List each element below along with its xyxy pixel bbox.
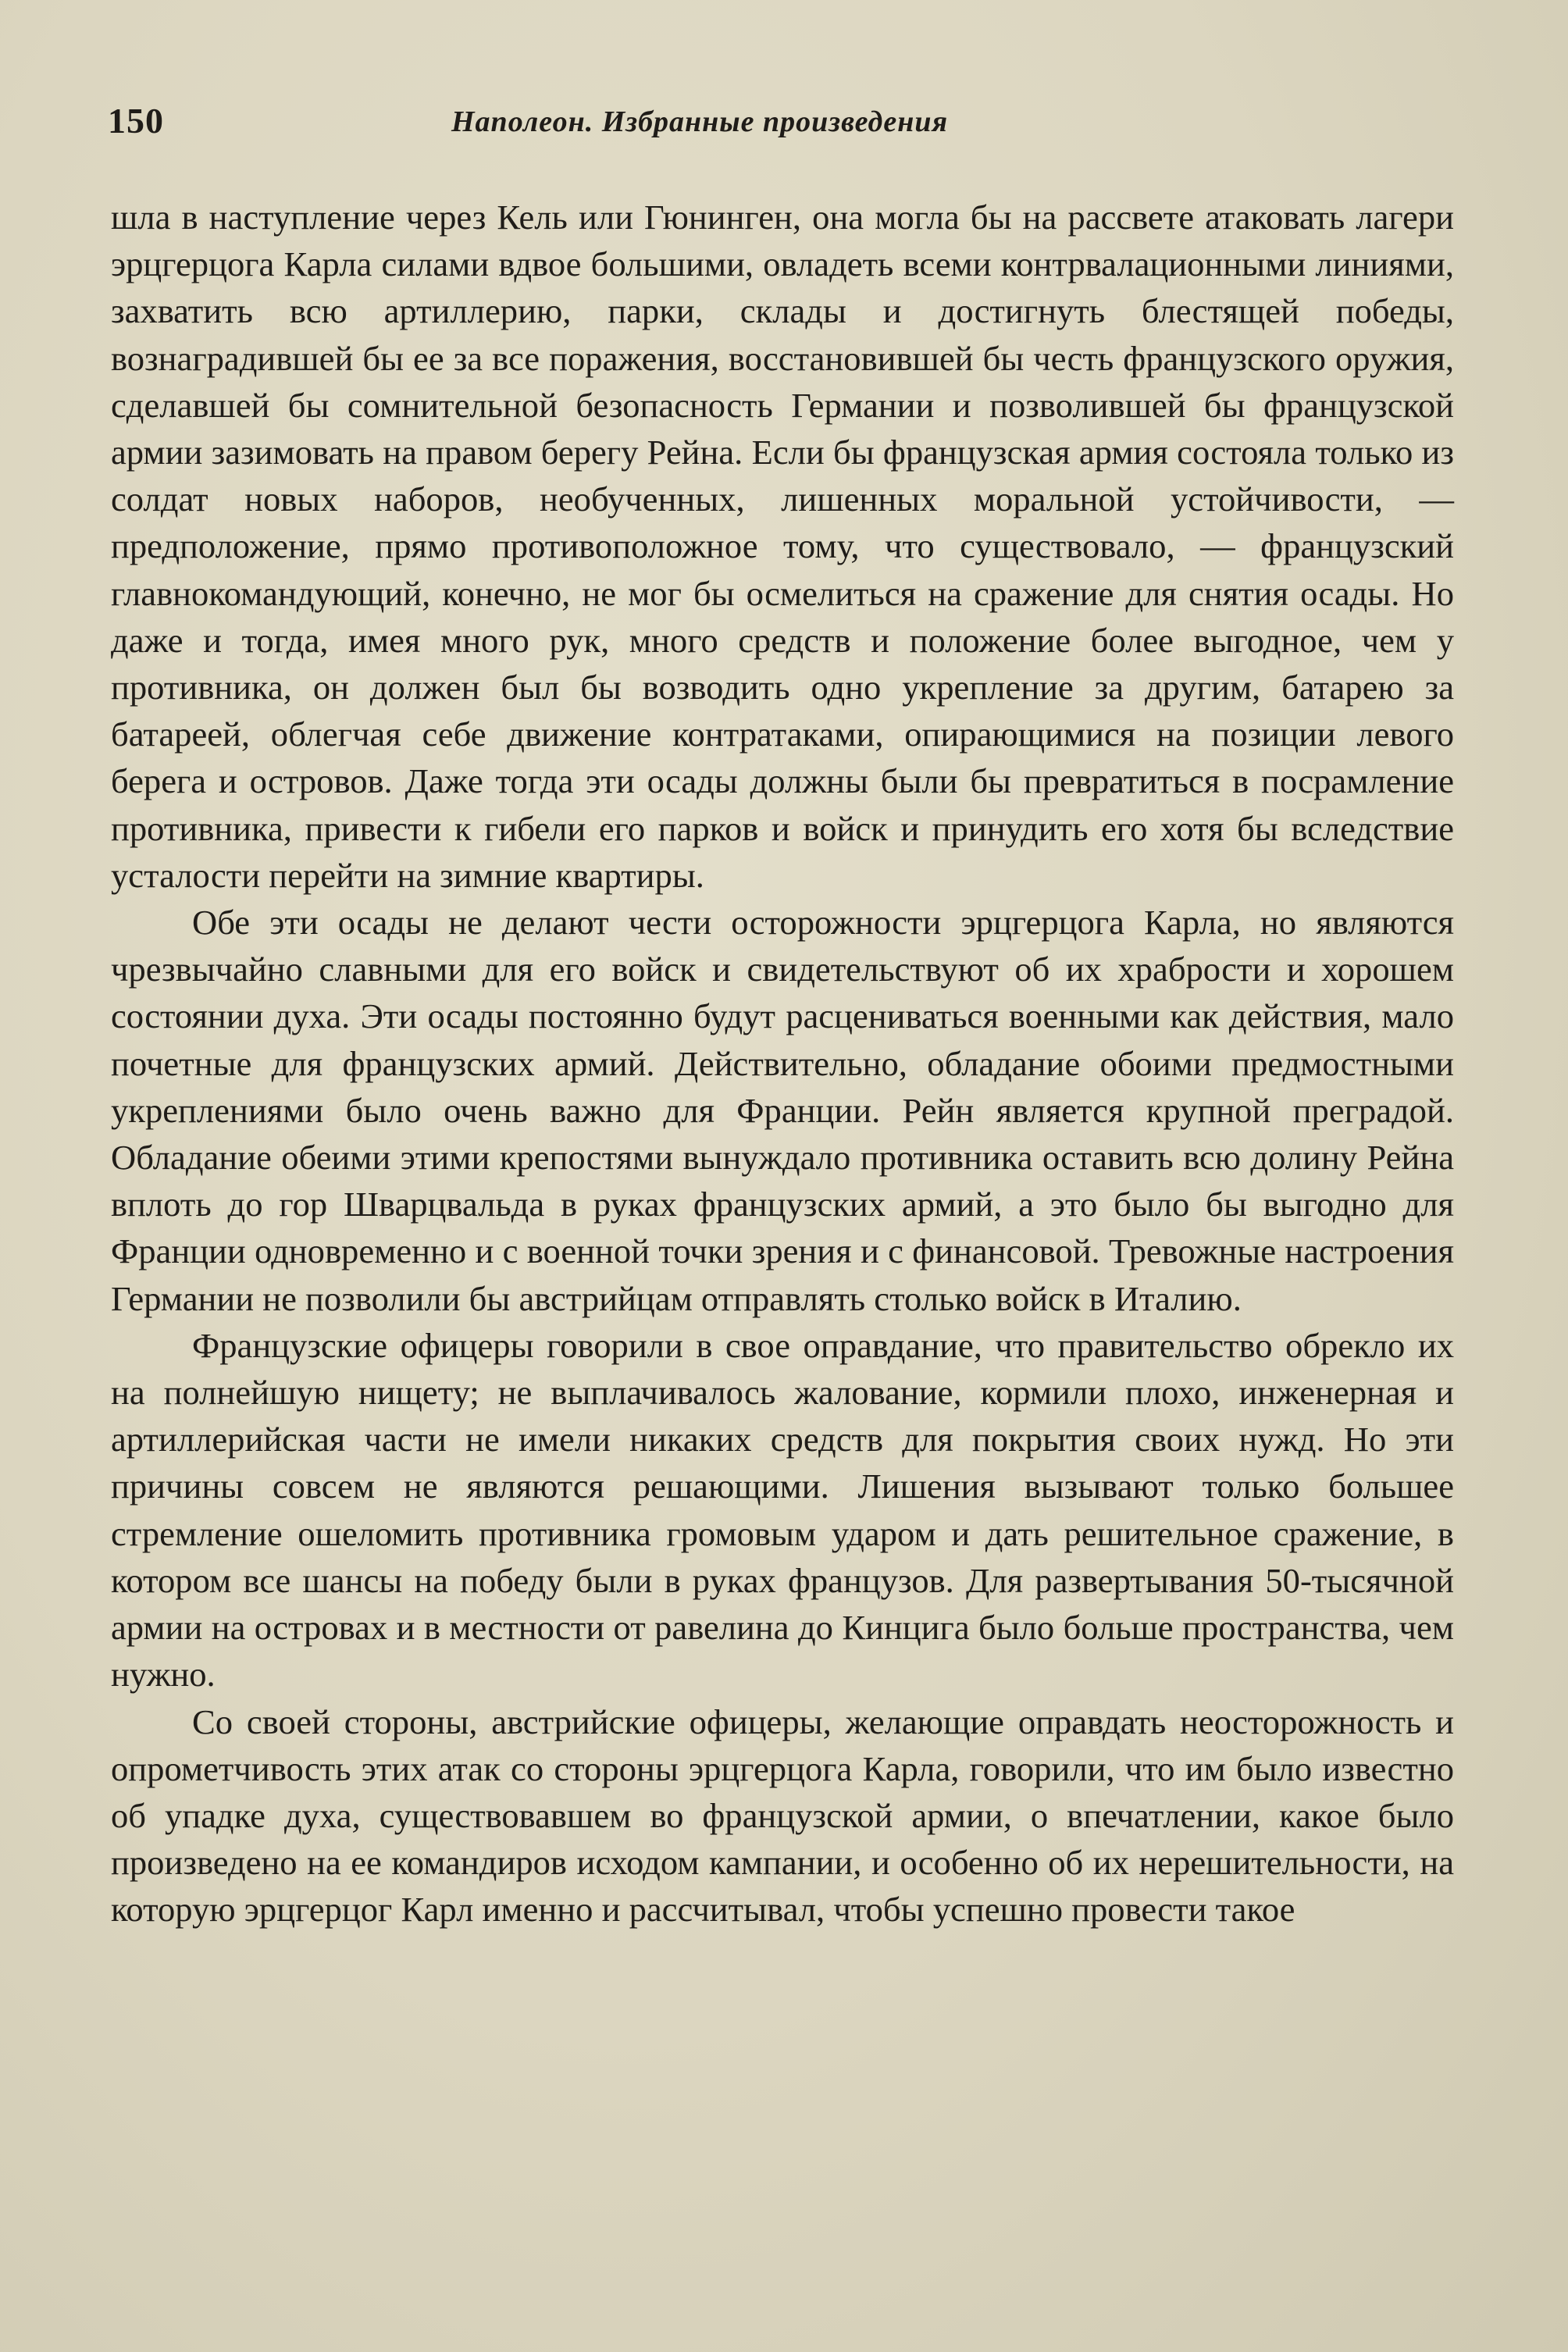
paragraph-3: Французские офицеры говорили в свое оправдание, что правительство обрекло их на полнейшую нищету; не выплачивалось жалование, кормили плохо, инженерная и артиллерийская части не имели никаких средств для покрытия своих нужд. Но эти причины совсем не являются решающими. Лишения вызывают только большее стремление ошеломить противника громовым ударом и дать решительное сражение, в котором все шансы на победу были в руках французов. Для развертывания 50-тысячной армии на островах и в местности от равелина до Кинцига было больше пространства, чем нужно. [111,1325,1454,1695]
paragraph-4: Со своей стороны, австрийские офицеры, желающие оправдать неосторожность и опрометчивость этих атак со стороны эрцгерцога Карла, говорили, что им было известно об упадке духа, существовавшем во французской армии, о впечатлении, какое было произведено на ее командиров исходом кампании, и особенно об их нерешительности, на которую эрцгерцог Карл именно и рассчитывал, чтобы успешно провести такое [111,1702,1454,1930]
body-text [111,194,1454,1933]
page-number: 150 [108,101,164,141]
page-header [108,100,1466,162]
paragraph-1: шла в наступление через Кель или Гюнинген, она могла бы на рассвете атаковать лагери эрцгерцога Карла силами вдвое большими, овладеть всеми контрвалационными линиями, захватить всю артиллерию, парки, склады и достигнуть блестящей победы, вознаградившей бы ее за все поражения, восстановившей бы честь французского оружия, сделавшей бы сомнительной безопасность Германии и позволившей бы французской армии зазимовать на правом берегу Рейна. Если бы французская армия состояла только из солдат новых наборов, необученных, лишенных моральной устойчивости, — предположение, прямо противоположное тому, что существовало, — французский главнокомандующий, конечно, не мог бы осмелиться на сражение для снятия осады. Но даже и тогда, имея много рук, много средств и положение более выгодное, чем у противника, он должен был бы возводить одно укрепление за другим, батарею за батареей, облегчая себе движение контратаками, опирающимися на позиции левого берега и островов. Даже тогда эти осады должны были бы превратиться в посрамление противника, привести к гибели его парков и войск и принудить его хотя бы вследствие усталости перейти на зимние квартиры. [111,198,1454,895]
paragraph-2: Обе эти осады не делают чести осторожности эрцгерцога Карла, но являются чрезвычайно славными для его войск и свидетельствуют об их храбрости и хорошем состоянии духа. Эти осады постоянно будут расцениваться военными как действия, мало почетные для французских армий. Действительно, обладание обоими предмостными укреплениями было очень важно для Франции. Рейн является крупной преградой. Обладание обеими этими крепостями вынуждало противника оставить всю долину Рейна вплоть до гор Шварцвальда в руках французских армий, а это было бы выгодно для Франции одновременно и с военной точки зрения и с финансовой. Тревожные настроения Германии не позволили бы австрийцам отправлять столько войск в Италию. [111,903,1454,1318]
running-title: Наполеон. Избранные произведения [451,105,949,138]
